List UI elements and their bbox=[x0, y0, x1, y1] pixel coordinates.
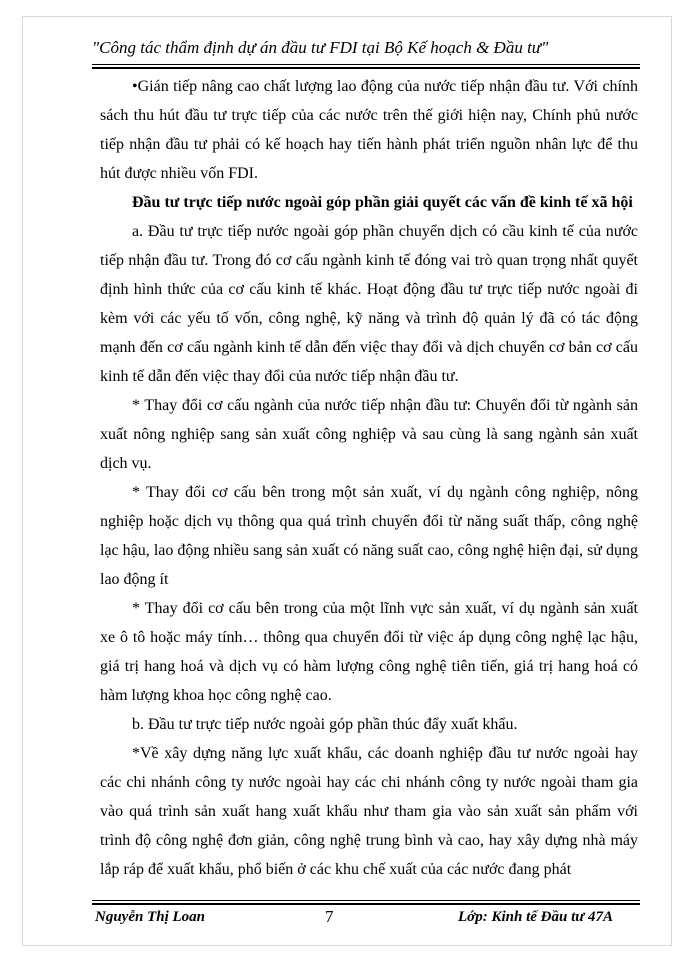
paragraph-labor-quality: •Gián tiếp nâng cao chất lượng lao động của nước tiếp nhận đầu tư. Với chính sách thu hút đầu tư trực tiếp của các nước trên thế giới hiện nay, Chính phủ nước tiếp nhận đầu tư phải có kế hoạch hay tiến hành phát triển nguồn nhân lực để thu hút được nhiều vốn FDI. bbox=[100, 78, 638, 182]
document-body bbox=[100, 72, 638, 884]
page-number: 7 bbox=[325, 907, 334, 926]
footer-rule-thin bbox=[92, 900, 640, 901]
header-rule-thin bbox=[92, 64, 640, 65]
paragraph-export-promotion: b. Đầu tư trực tiếp nước ngoài góp phần thúc đẩy xuất khẩu. bbox=[132, 716, 518, 733]
paragraph-field-change: * Thay đổi cơ cấu bên trong của một lĩnh vực sản xuất, ví dụ ngành sản xuất xe ô tô hoặc máy tính… thông qua chuyển đổi từ việc áp dụng công nghệ lạc hậu, giá trị hang hoá và dịch vụ có hàm lượng công nghệ tiên tiến, giá trị hang hoá có hàm lượng khoa học công nghệ cao. bbox=[100, 600, 638, 704]
footer-rule-thick bbox=[92, 903, 640, 905]
paragraph-export-capacity: *Về xây dựng năng lực xuất khẩu, các doanh nghiệp đầu tư nước ngoài hay các chi nhánh công ty nước ngoài hay các chi nhánh công ty nước ngoài tham gia vào quá trình sản xuất hang xuất khẩu như tham gia vào sản xuất sản phẩm với trình độ công nghệ đơn giản, công nghệ trung bình và cao, hay xây dựng nhà máy lắp ráp để xuất khẩu, phổ biến ở các khu chế xuất của các nước đang phát bbox=[100, 745, 638, 878]
page-header-title: "Công tác thẩm định dự án đầu tư FDI tại Bộ Kế hoạch & Đầu tư" bbox=[92, 38, 549, 57]
section-heading: Đầu tư trực tiếp nước ngoài góp phần giải quyết các vấn đề kinh tế xã hội bbox=[132, 194, 633, 211]
paragraph-sector-change: * Thay đổi cơ cấu ngành của nước tiếp nhận đầu tư: Chuyển đổi từ ngành sản xuất nông nghiệp sang sản xuất công nghiệp và sau cùng là sang ngành sản xuất dịch vụ. bbox=[100, 397, 638, 472]
header-rule-thick bbox=[92, 67, 640, 69]
footer-class: Lớp: Kinh tế Đầu tư 47A bbox=[458, 909, 613, 925]
paragraph-internal-change: * Thay đổi cơ cấu bên trong một sản xuất, ví dụ ngành công nghiệp, nông nghiệp hoặc dịch vụ thông qua quá trình chuyển đổi từ năng suất thấp, công nghệ lạc hậu, lao động nhiều sang sản xuất có năng suất cao, công nghệ hiện đại, sử dụng lao động ít bbox=[100, 484, 638, 588]
footer-author: Nguyễn Thị Loan bbox=[95, 909, 206, 925]
paragraph-structure-shift: a. Đầu tư trực tiếp nước ngoài góp phần chuyển dịch có cầu kinh tế của nước tiếp nhận đầu tư. Trong đó cơ cấu ngành kinh tế đóng vai trò quan trọng nhất quyết định hình thức của cơ cấu kinh tế khác. Hoạt động đầu tư trực tiếp nước ngoài đi kèm với các yếu tố vốn, công nghệ, kỹ năng và trình độ quản lý đã có tác động mạnh đến cơ cấu ngành kinh tế dẫn đến việc thay đổi và dịch chuyển cơ bản cơ cấu kinh tế dẫn đến việc thay đổi của nước tiếp nhận đầu tư. bbox=[100, 223, 638, 385]
